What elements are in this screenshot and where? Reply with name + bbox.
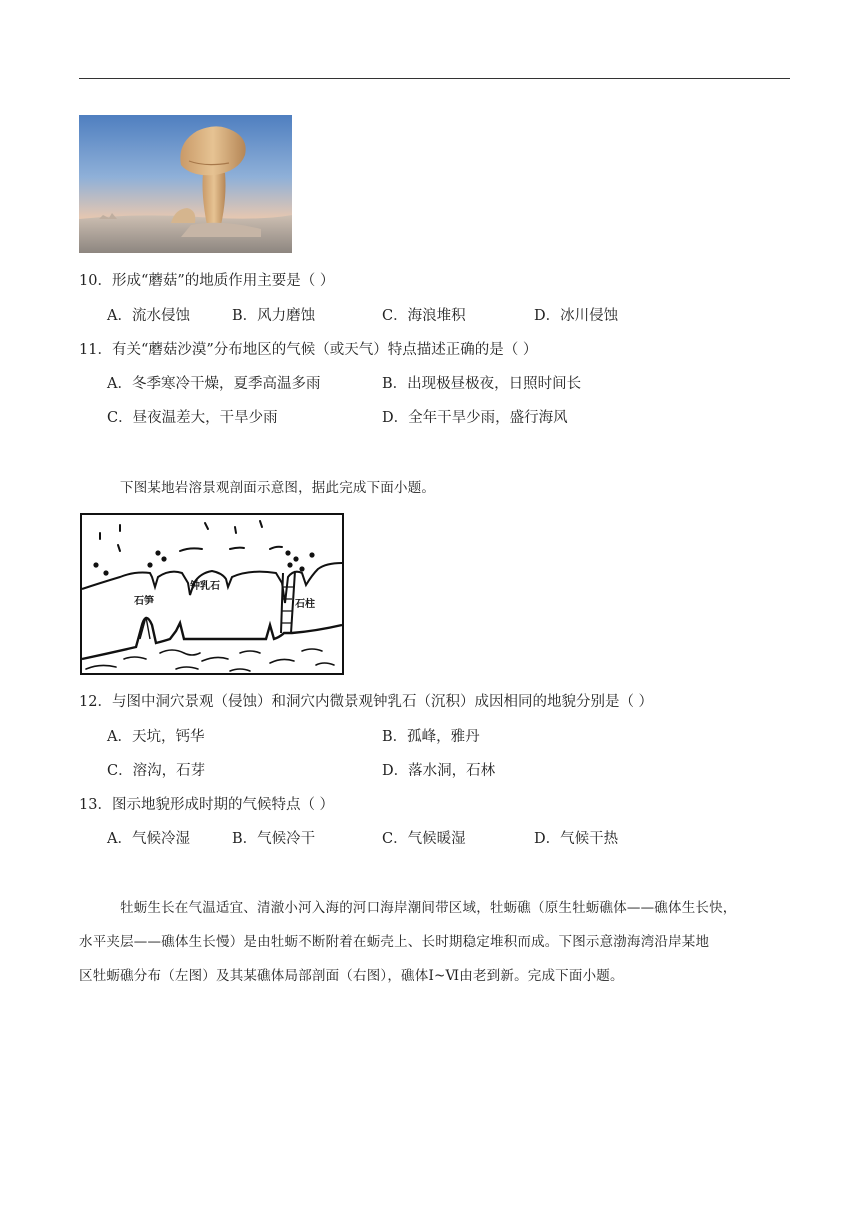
q10-option-a: A．流水侵蚀 bbox=[107, 308, 190, 324]
question-12-stem: 12．与图中洞穴景观（侵蚀）和洞穴内微景观钟乳石（沉积）成因相同的地貌分别是（ ） bbox=[79, 694, 654, 710]
q13-option-a: A．气候冷湿 bbox=[107, 831, 190, 847]
q11-option-b: B．出现极昼极夜，日照时间长 bbox=[382, 376, 582, 392]
oyster-intro-line-2: 水平夹层——礁体生长慢）是由牡蛎不断附着在蛎壳上、长时期稳定堆积而成。下图示意渤海湾沿岸某地 bbox=[79, 934, 710, 950]
q10-option-b: B．风力磨蚀 bbox=[232, 308, 316, 324]
question-13-stem: 13．图示地貌形成时期的气候特点（ ） bbox=[79, 797, 335, 813]
question-10-stem: 10．形成“蘑菇”的地质作用主要是（ ） bbox=[79, 273, 335, 289]
q13-option-c: C．气候暖湿 bbox=[382, 831, 466, 847]
karst-intro-text: 下图某地岩溶景观剖面示意图，据此完成下面小题。 bbox=[120, 480, 436, 496]
stalagmite-label: 石笋 bbox=[134, 596, 154, 607]
oyster-intro-line-3: 区牡蛎礁分布（左图）及其某礁体局部剖面（右图），礁体Ⅰ~Ⅵ由老到新。完成下面小题。 bbox=[79, 968, 624, 984]
header-rule bbox=[79, 78, 790, 79]
q13-option-b: B．气候冷干 bbox=[232, 831, 316, 847]
q11-option-d: D．全年干旱少雨，盛行海风 bbox=[382, 410, 568, 426]
oyster-intro-line-1: 牡蛎生长在气温适宜、清澈小河入海的河口海岸潮间带区域，牡蛎礁（原生牡蛎礁体——礁体生长快， bbox=[120, 900, 737, 916]
stalactite-label: 钟乳石 bbox=[190, 581, 220, 592]
q12-option-d: D．落水洞，石林 bbox=[382, 763, 496, 779]
question-11-stem: 11．有关“蘑菇沙漠”分布地区的气候（或天气）特点描述正确的是（ ） bbox=[79, 342, 538, 358]
q11-option-a: A．冬季寒冷干燥，夏季高温多雨 bbox=[107, 376, 321, 392]
q12-option-c: C．溶沟，石芽 bbox=[107, 763, 206, 779]
mushroom-rock-photo bbox=[79, 115, 292, 253]
q10-option-c: C．海浪堆积 bbox=[382, 308, 466, 324]
q12-option-a: A．天坑，钙华 bbox=[107, 729, 205, 745]
pillar-label: 石柱 bbox=[295, 599, 315, 610]
q11-option-c: C．昼夜温差大，干旱少雨 bbox=[107, 410, 278, 426]
karst-cave-diagram bbox=[80, 513, 344, 675]
q10-option-d: D．冰川侵蚀 bbox=[534, 308, 619, 324]
q13-option-d: D．气候干热 bbox=[534, 831, 619, 847]
q12-option-b: B．孤峰，雅丹 bbox=[382, 729, 480, 745]
